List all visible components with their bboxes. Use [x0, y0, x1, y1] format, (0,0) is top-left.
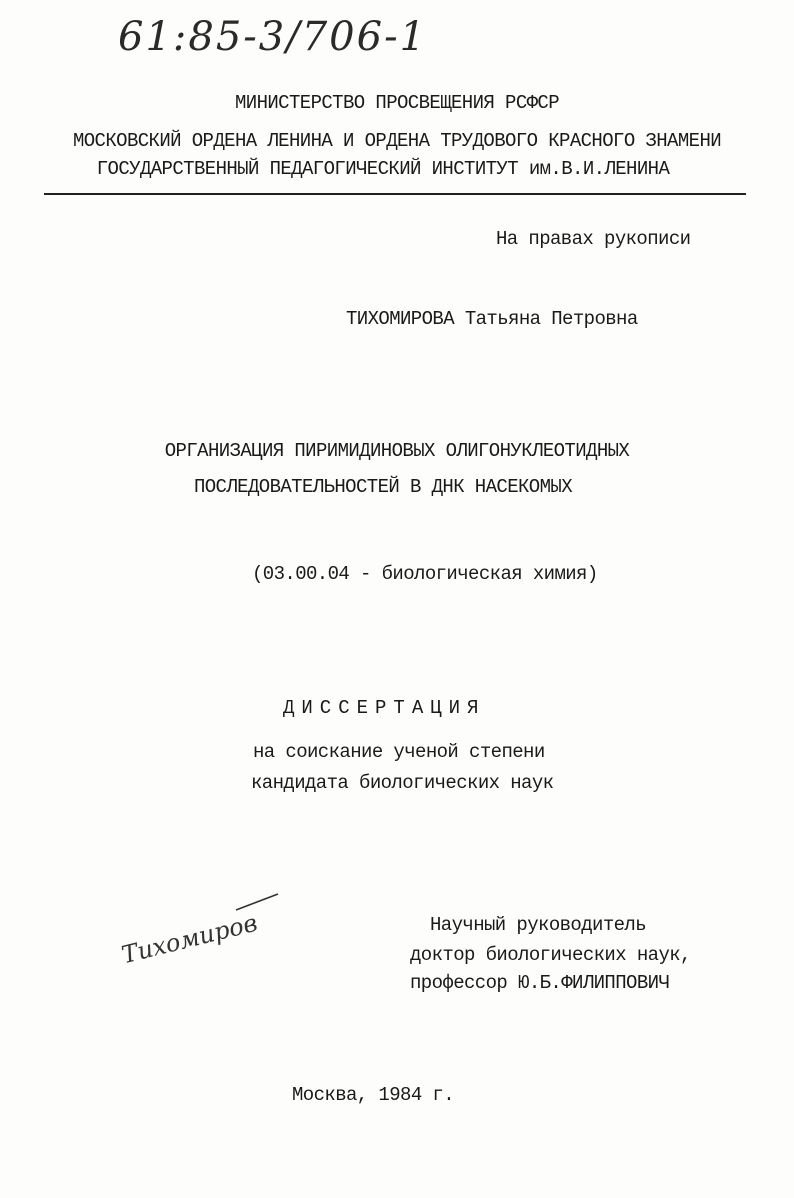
signature-stroke: [236, 894, 278, 910]
dissertation-title-line1: ОРГАНИЗАЦИЯ ПИРИМИДИНОВЫХ ОЛИГОНУКЛЕОТИДНЫХ: [164, 440, 630, 462]
manuscript-rights-note: На правах рукописи: [496, 228, 691, 250]
author-name: ТИХОМИРОВА Татьяна Петровна: [346, 308, 638, 330]
specialty-code: (03.00.04 - биологическая химия): [252, 563, 598, 585]
handwritten-signature: [118, 888, 298, 978]
handwritten-archive-code: 61:85-3/706-1: [118, 14, 428, 60]
institute-name-line1: МОСКОВСКИЙ ОРДЕНА ЛЕНИНА И ОРДЕНА ТРУДОВОГО КРАСНОГО ЗНАМЕНИ: [72, 130, 722, 152]
document-type: ДИССЕРТАЦИЯ: [283, 697, 486, 719]
header-divider: [44, 193, 746, 195]
ministry-name: МИНИСТЕРСТВО ПРОСВЕЩЕНИЯ РСФСР: [234, 92, 560, 114]
place-and-year: Москва, 1984 г.: [292, 1084, 455, 1106]
supervisor-degree: доктор биологических наук,: [410, 944, 691, 966]
degree-line1: на соискание ученой степени: [253, 741, 545, 763]
supervisor-name: профессор Ю.Б.ФИЛИППОВИЧ: [410, 972, 670, 994]
dissertation-title-line2: ПОСЛЕДОВАТЕЛЬНОСТЕЙ В ДНК НАСЕКОМЫХ: [193, 476, 573, 498]
supervisor-role: Научный руководитель: [430, 914, 647, 936]
degree-line2: кандидата биологических наук: [251, 772, 554, 794]
institute-name-line2: ГОСУДАРСТВЕННЫЙ ПЕДАГОГИЧЕСКИЙ ИНСТИТУТ им.В.И.ЛЕНИНА: [96, 158, 670, 180]
signature-text: Тихомиров: [118, 908, 261, 970]
